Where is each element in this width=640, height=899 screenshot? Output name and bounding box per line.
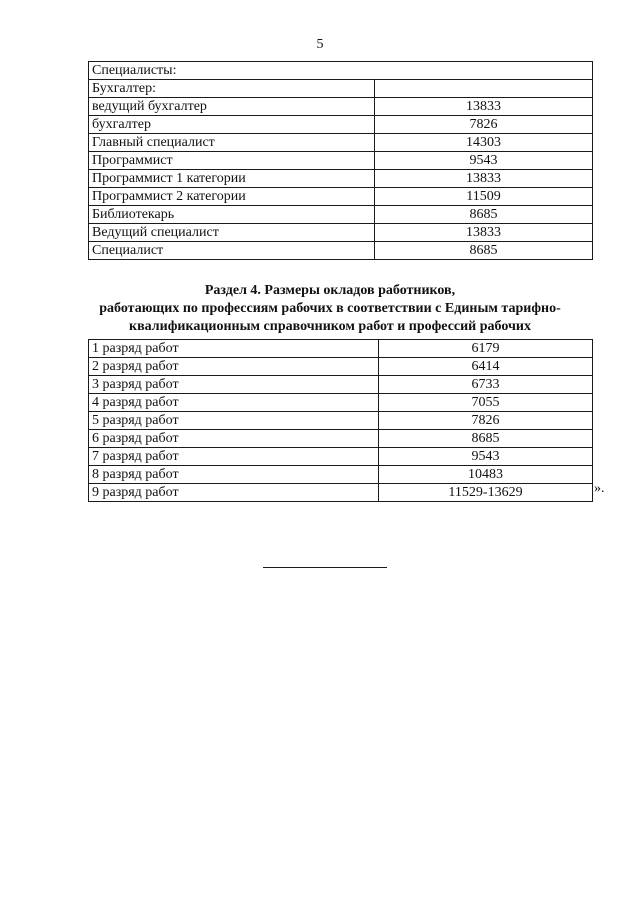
specialists-salary-table [88,61,593,260]
specialists-header-label: Специалисты: [92,62,177,78]
grade-cell: 3 разряд работ [89,376,379,394]
salary-cell: 13833 [375,170,593,188]
position-cell: Главный специалист [89,134,375,152]
table-header-row [89,62,593,80]
position-cell: Программист [89,152,375,170]
table-row [89,206,593,224]
salary-cell: 11509 [375,188,593,206]
specialists-header-cell [89,62,593,80]
signature-line [263,567,387,568]
table-row [89,394,593,412]
table-row [89,170,593,188]
grade-cell: 2 разряд работ [89,358,379,376]
salary-cell: 9543 [379,448,593,466]
table-subheader-row [89,80,593,98]
table-row [89,358,593,376]
salary-cell: 7826 [375,116,593,134]
table-row [89,152,593,170]
grade-cell: 1 разряд работ [89,340,379,358]
table-row [89,466,593,484]
table-row [89,448,593,466]
position-cell: Специалист [89,242,375,260]
grade-cell: 4 разряд работ [89,394,379,412]
grade-cell: 8 разряд работ [89,466,379,484]
position-cell: Программист 1 категории [89,170,375,188]
section-4-title-line: Раздел 4. Размеры окладов работников, [204,283,456,298]
table-row [89,224,593,242]
position-cell: Программист 2 категории [89,188,375,206]
position-cell: Библиотекарь [89,206,375,224]
table-row [89,376,593,394]
salary-cell: 7826 [379,412,593,430]
salary-cell: 7055 [379,394,593,412]
table-row [89,116,593,134]
salary-cell: 9543 [375,152,593,170]
section-4-title-line: работающих по профессиям рабочих в соответствии с Единым тарифно- [99,301,561,316]
grade-cell: 6 разряд работ [89,430,379,448]
position-cell: Ведущий специалист [89,224,375,242]
accountant-subheader-cell: Бухгалтер: [89,80,375,98]
closing-quote: ». [594,481,605,496]
salary-cell: 6733 [379,376,593,394]
position-cell: бухгалтер [89,116,375,134]
table-row [89,242,593,260]
salary-cell: 14303 [375,134,593,152]
empty-cell [375,80,593,98]
salary-cell: 11529-13629 [379,484,593,502]
section-4-heading [60,282,600,336]
grade-cell: 5 разряд работ [89,412,379,430]
workers-salary-table [88,339,593,502]
salary-cell: 6179 [379,340,593,358]
table-row [89,484,593,502]
salary-cell: 13833 [375,224,593,242]
page-number: 5 [316,37,324,52]
table-row [89,430,593,448]
salary-cell: 13833 [375,98,593,116]
table-row [89,412,593,430]
salary-cell: 6414 [379,358,593,376]
table-row [89,188,593,206]
table-row [89,134,593,152]
table-row [89,98,593,116]
section-4-title-line: квалификационным справочником работ и профессий рабочих [129,319,531,334]
salary-cell: 8685 [379,430,593,448]
salary-cell: 8685 [375,206,593,224]
salary-cell: 8685 [375,242,593,260]
grade-cell: 7 разряд работ [89,448,379,466]
position-cell: ведущий бухгалтер [89,98,375,116]
table-row [89,340,593,358]
salary-cell: 10483 [379,466,593,484]
grade-cell: 9 разряд работ [89,484,379,502]
